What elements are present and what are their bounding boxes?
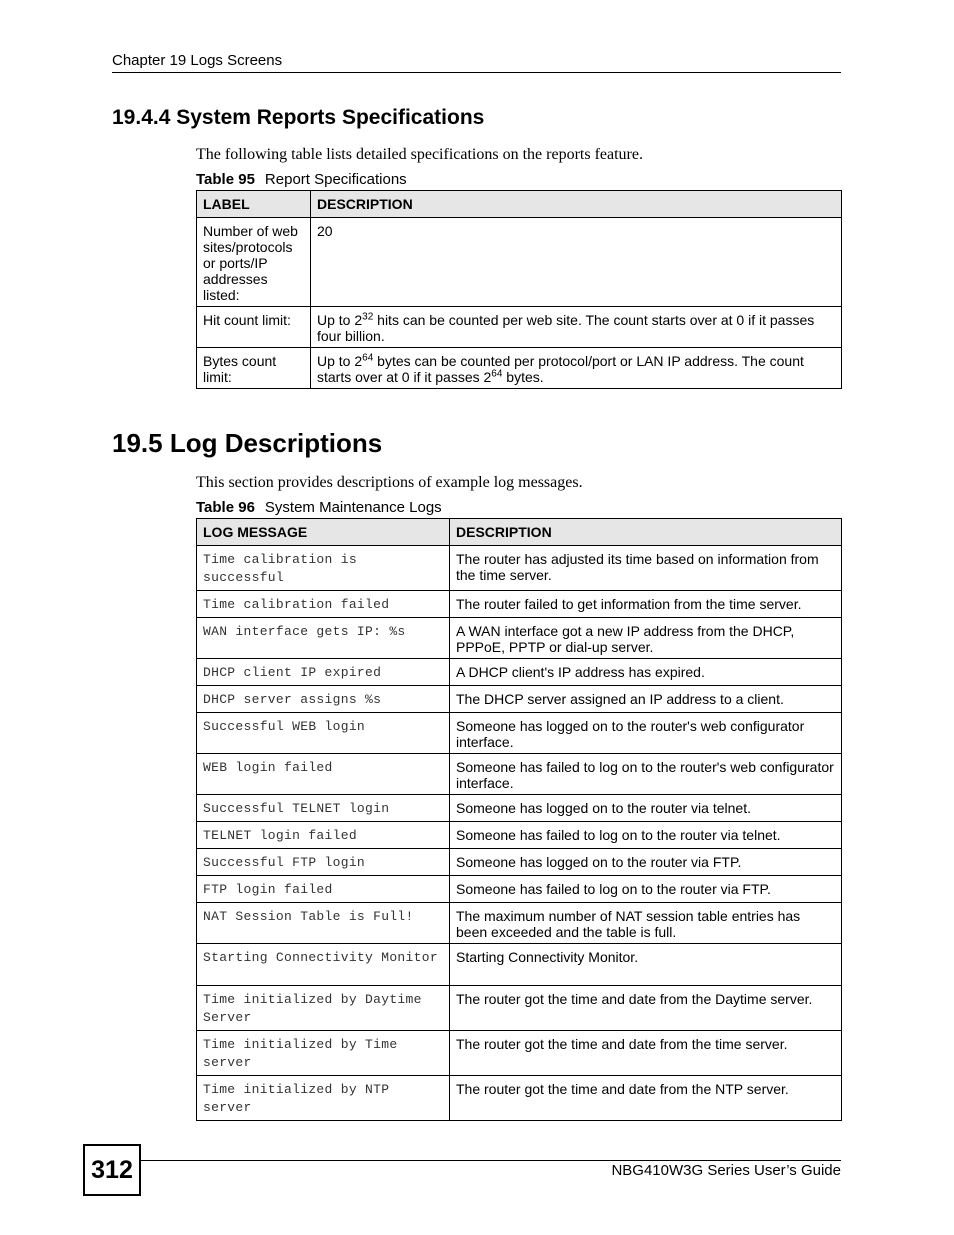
table-row <box>197 713 842 754</box>
log-message: TELNET login failed <box>197 822 450 849</box>
table-row <box>197 822 842 849</box>
log-description: The router has adjusted its time based on information from the time server. <box>450 546 842 591</box>
table-96-title: System Maintenance Logs <box>264 499 442 516</box>
table-96-caption <box>196 499 442 516</box>
row-label: Number of web sites/protocols or ports/IP addresses listed: <box>197 218 311 307</box>
table-row <box>197 659 842 686</box>
table-row <box>197 849 842 876</box>
log-description: The router got the time and date from the time server. <box>450 1031 842 1076</box>
table-row <box>197 944 842 986</box>
table-row <box>197 876 842 903</box>
table-96-label: Table 96 <box>196 499 255 516</box>
log-message: Time initialized by Daytime Server <box>197 986 450 1031</box>
log-message: Successful FTP login <box>197 849 450 876</box>
running-header: Chapter 19 Logs Screens <box>112 52 283 69</box>
column-header: DESCRIPTION <box>311 191 842 218</box>
guide-title: NBG410W3G Series User’s Guide <box>611 1162 841 1179</box>
table-95-label: Table 95 <box>196 171 255 188</box>
log-message: Time calibration failed <box>197 591 450 618</box>
log-message: DHCP client IP expired <box>197 659 450 686</box>
table-row <box>197 546 842 591</box>
log-message: Starting Connectivity Monitor <box>197 944 450 986</box>
log-description: The router got the time and date from the NTP server. <box>450 1076 842 1121</box>
desc-part: bytes can be counted per protocol/port or LAN IP address. The count starts over at 0 if it passes 2 <box>317 353 804 385</box>
log-description: Someone has logged on to the router via FTP. <box>450 849 842 876</box>
exponent: 64 <box>362 352 374 364</box>
log-description: Someone has failed to log on to the router via FTP. <box>450 876 842 903</box>
table-row <box>197 307 842 348</box>
log-message: WEB login failed <box>197 754 450 795</box>
row-label: Bytes count limit: <box>197 348 311 389</box>
section-intro-19-4-4: The following table lists detailed specifications on the reports feature. <box>196 146 643 163</box>
exponent: 64 <box>491 368 503 380</box>
table-95-caption <box>196 171 407 188</box>
table-row <box>197 686 842 713</box>
log-message: DHCP server assigns %s <box>197 686 450 713</box>
row-label: Hit count limit: <box>197 307 311 348</box>
column-header: LOG MESSAGE <box>197 519 450 546</box>
table-row <box>197 1031 842 1076</box>
section-heading-19-5: 19.5 Log Descriptions <box>112 428 383 458</box>
exponent: 32 <box>362 311 374 323</box>
log-message: Time initialized by Time server <box>197 1031 450 1076</box>
table-row <box>197 795 842 822</box>
table-row <box>197 348 842 389</box>
log-description: Someone has logged on to the router's web configurator interface. <box>450 713 842 754</box>
section-intro-19-5: This section provides descriptions of example log messages. <box>196 474 583 491</box>
log-description: The maximum number of NAT session table entries has been exceeded and the table is full. <box>450 903 842 944</box>
row-description: 20 <box>311 218 842 307</box>
log-description: A DHCP client's IP address has expired. <box>450 659 842 686</box>
table-row <box>197 1076 842 1121</box>
log-description: The DHCP server assigned an IP address to a client. <box>450 686 842 713</box>
desc-part: hits can be counted per web site. The count starts over at 0 if it passes four billion. <box>317 312 815 344</box>
table-row <box>197 618 842 659</box>
header-rule <box>112 72 841 73</box>
report-specifications-table <box>196 190 842 389</box>
table-row <box>197 986 842 1031</box>
footer-rule <box>139 1160 841 1161</box>
column-header: DESCRIPTION <box>450 519 842 546</box>
system-maintenance-logs-table <box>196 518 842 1121</box>
page-number: 312 <box>83 1144 141 1196</box>
desc-part: Up to 2 <box>317 312 363 328</box>
log-description: The router got the time and date from the Daytime server. <box>450 986 842 1031</box>
row-description <box>311 348 842 389</box>
desc-part: Up to 2 <box>317 353 363 369</box>
row-description <box>311 307 842 348</box>
log-description: Starting Connectivity Monitor. <box>450 944 842 986</box>
desc-part: bytes. <box>502 369 544 385</box>
log-message: Successful WEB login <box>197 713 450 754</box>
log-message: FTP login failed <box>197 876 450 903</box>
column-header: LABEL <box>197 191 311 218</box>
log-description: Someone has failed to log on to the router via telnet. <box>450 822 842 849</box>
table-95-title: Report Specifications <box>264 171 407 188</box>
table-header-row <box>197 519 842 546</box>
log-message: Successful TELNET login <box>197 795 450 822</box>
table-row <box>197 754 842 795</box>
log-description: Someone has failed to log on to the router's web configurator interface. <box>450 754 842 795</box>
log-message: NAT Session Table is Full! <box>197 903 450 944</box>
table-row <box>197 591 842 618</box>
log-message: WAN interface gets IP: %s <box>197 618 450 659</box>
log-message: Time calibration is successful <box>197 546 450 591</box>
log-description: Someone has logged on to the router via telnet. <box>450 795 842 822</box>
log-description: The router failed to get information from the time server. <box>450 591 842 618</box>
table-header-row <box>197 191 842 218</box>
section-heading-19-4-4: 19.4.4 System Reports Specifications <box>112 106 485 129</box>
log-message: Time initialized by NTP server <box>197 1076 450 1121</box>
table-row <box>197 903 842 944</box>
log-description: A WAN interface got a new IP address from the DHCP, PPPoE, PPTP or dial-up server. <box>450 618 842 659</box>
table-row <box>197 218 842 307</box>
